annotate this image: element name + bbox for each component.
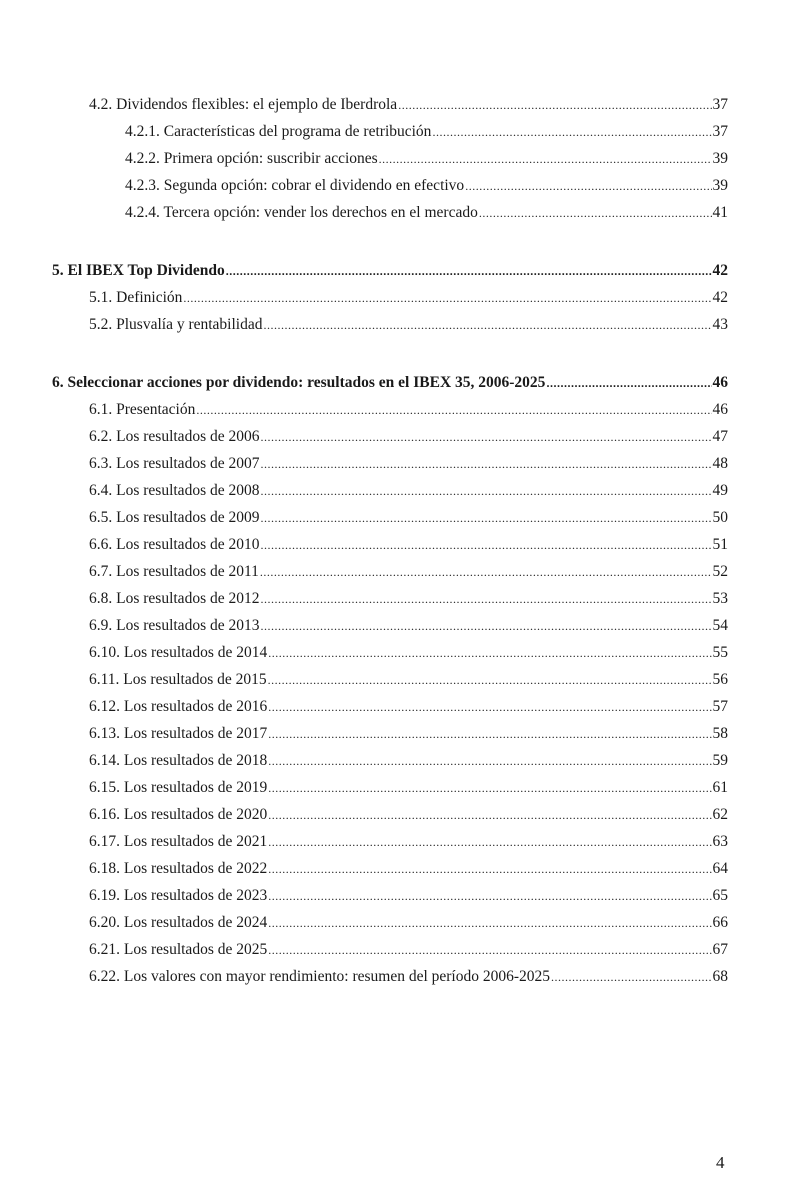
toc-entry[interactable] [89, 832, 728, 852]
toc-entry[interactable] [89, 288, 728, 308]
toc-entry-page: 65 [712, 887, 728, 904]
dot-leader [263, 315, 711, 335]
toc-entry-label: 4.2.3. Segunda opción: cobrar el dividendo en efectivo [125, 177, 465, 194]
dot-leader [546, 373, 711, 393]
toc-chapter[interactable] [52, 261, 728, 281]
toc-entry-page: 47 [712, 428, 728, 445]
toc-entry[interactable] [89, 643, 728, 663]
toc-chapter[interactable] [52, 373, 728, 393]
toc-entry-page: 52 [712, 563, 728, 580]
toc-entry-page: 43 [712, 316, 728, 333]
toc-entry-label: 4.2.2. Primera opción: suscribir acciones [125, 150, 378, 167]
toc-entry-page: 42 [712, 289, 728, 306]
dot-leader [432, 122, 711, 142]
toc-entry-page: 59 [712, 752, 728, 769]
toc-entry-label: 6.11. Los resultados de 2015 [89, 671, 267, 688]
toc-entry[interactable] [89, 751, 728, 771]
toc-entry-label: 6.10. Los resultados de 2014 [89, 644, 268, 661]
dot-leader [379, 149, 712, 169]
dot-leader [268, 913, 711, 933]
toc-entry-page: 58 [712, 725, 728, 742]
toc-entry-label: 6.9. Los resultados de 2013 [89, 617, 260, 634]
toc-entry[interactable] [89, 481, 728, 501]
dot-leader [398, 95, 711, 115]
toc-entry-page: 48 [712, 455, 728, 472]
dot-leader [268, 832, 711, 852]
toc-entry[interactable] [89, 778, 728, 798]
toc-entry-page: 61 [712, 779, 728, 796]
dot-leader [260, 481, 711, 501]
toc-entry-label: 6.19. Los resultados de 2023 [89, 887, 268, 904]
toc-entry[interactable] [89, 697, 728, 717]
dot-leader [260, 616, 711, 636]
toc-entry[interactable] [89, 616, 728, 636]
toc-entry-page: 68 [712, 968, 728, 985]
toc-entry-label: 6.15. Los resultados de 2019 [89, 779, 268, 796]
toc-entry-label: 4.2. Dividendos flexibles: el ejemplo de Iberdrola [89, 96, 398, 113]
toc-entry-label: 5.1. Definición [89, 289, 183, 306]
toc-entry[interactable] [89, 913, 728, 933]
toc-entry-page: 46 [712, 374, 728, 391]
dot-leader [260, 454, 711, 474]
toc-entry-page: 63 [712, 833, 728, 850]
toc-entry[interactable] [125, 203, 728, 223]
toc-entry[interactable] [89, 859, 728, 879]
toc-entry[interactable] [89, 315, 728, 335]
dot-leader [268, 805, 711, 825]
dot-leader [260, 562, 712, 582]
toc-entry-label: 6.6. Los resultados de 2010 [89, 536, 260, 553]
toc-entry-label: 6.12. Los resultados de 2016 [89, 698, 268, 715]
toc-entry[interactable] [125, 122, 728, 142]
toc-entry-label: 6.14. Los resultados de 2018 [89, 752, 268, 769]
toc-entry-page: 37 [712, 123, 728, 140]
toc-entry[interactable] [89, 886, 728, 906]
toc-entry-page: 66 [712, 914, 728, 931]
dot-leader [465, 176, 711, 196]
toc-entry-page: 64 [712, 860, 728, 877]
toc-entry-page: 51 [712, 536, 728, 553]
toc-entry[interactable] [89, 400, 728, 420]
toc-entry-page: 39 [712, 150, 728, 167]
dot-leader [268, 697, 711, 717]
toc-entry[interactable] [89, 427, 728, 447]
dot-leader [268, 751, 711, 771]
dot-leader [268, 724, 711, 744]
dot-leader [260, 589, 711, 609]
dot-leader [226, 261, 712, 281]
toc-entry-label: 6.7. Los resultados de 2011 [89, 563, 259, 580]
dot-leader [268, 670, 712, 690]
toc-entry[interactable] [89, 670, 728, 690]
toc-entry[interactable] [89, 95, 728, 115]
toc-entry-label: 6. Seleccionar acciones por dividendo: resultados en el IBEX 35, 2006-2025 [52, 374, 546, 391]
dot-leader [268, 940, 711, 960]
toc-entry[interactable] [89, 724, 728, 744]
toc-entry-page: 54 [712, 617, 728, 634]
toc-entry-label: 6.22. Los valores con mayor rendimiento: resumen del período 2006-2025 [89, 968, 551, 985]
dot-leader [268, 778, 711, 798]
toc-entry-page: 62 [712, 806, 728, 823]
toc-entry-label: 6.2. Los resultados de 2006 [89, 428, 260, 445]
toc-entry[interactable] [125, 149, 728, 169]
toc-entry-label: 6.5. Los resultados de 2009 [89, 509, 260, 526]
toc-entry-page: 53 [712, 590, 728, 607]
toc-entry[interactable] [125, 176, 728, 196]
dot-leader [268, 643, 711, 663]
toc-entry-label: 6.17. Los resultados de 2021 [89, 833, 268, 850]
toc-entry-page: 49 [712, 482, 728, 499]
toc-entry-page: 46 [712, 401, 728, 418]
toc-entry-label: 6.13. Los resultados de 2017 [89, 725, 268, 742]
page-number: 4 [716, 1153, 725, 1172]
dot-leader [268, 859, 711, 879]
dot-leader [260, 508, 711, 528]
toc-entry-page: 57 [712, 698, 728, 715]
toc-entry-label: 6.1. Presentación [89, 401, 196, 418]
toc-entry[interactable] [89, 589, 728, 609]
dot-leader [196, 400, 711, 420]
dot-leader [260, 427, 711, 447]
toc-entry[interactable] [89, 535, 728, 555]
toc-entry-label: 6.20. Los resultados de 2024 [89, 914, 268, 931]
toc-entry-page: 42 [712, 262, 728, 279]
toc-entry-label: 5. El IBEX Top Dividendo [52, 262, 225, 279]
dot-leader [268, 886, 711, 906]
toc-entry-label: 6.16. Los resultados de 2020 [89, 806, 268, 823]
toc-entry-page: 41 [712, 204, 728, 221]
toc-entry-label: 6.18. Los resultados de 2022 [89, 860, 268, 877]
toc-entry[interactable] [89, 454, 728, 474]
toc-entry-label: 4.2.4. Tercera opción: vender los derechos en el mercado [125, 204, 478, 221]
toc-entry[interactable] [89, 967, 728, 987]
dot-leader [260, 535, 711, 555]
toc-entry-page: 67 [712, 941, 728, 958]
toc-entry-page: 56 [712, 671, 728, 688]
toc-entry-label: 4.2.1. Características del programa de retribución [125, 123, 432, 140]
toc-entry-page: 39 [712, 177, 728, 194]
toc-entry-label: 6.21. Los resultados de 2025 [89, 941, 268, 958]
toc-entry-label: 6.3. Los resultados de 2007 [89, 455, 260, 472]
toc-entry-page: 50 [712, 509, 728, 526]
toc-entry-label: 6.4. Los resultados de 2008 [89, 482, 260, 499]
dot-leader [479, 203, 712, 223]
toc-entry-page: 37 [712, 96, 728, 113]
toc-entry[interactable] [89, 805, 728, 825]
toc-entry[interactable] [89, 508, 728, 528]
toc-entry-page: 55 [712, 644, 728, 661]
dot-leader [183, 288, 711, 308]
toc-entry[interactable] [89, 940, 728, 960]
toc-entry-label: 6.8. Los resultados de 2012 [89, 590, 260, 607]
dot-leader [551, 967, 711, 987]
toc-entry[interactable] [89, 562, 728, 582]
toc-entry-label: 5.2. Plusvalía y rentabilidad [89, 316, 263, 333]
